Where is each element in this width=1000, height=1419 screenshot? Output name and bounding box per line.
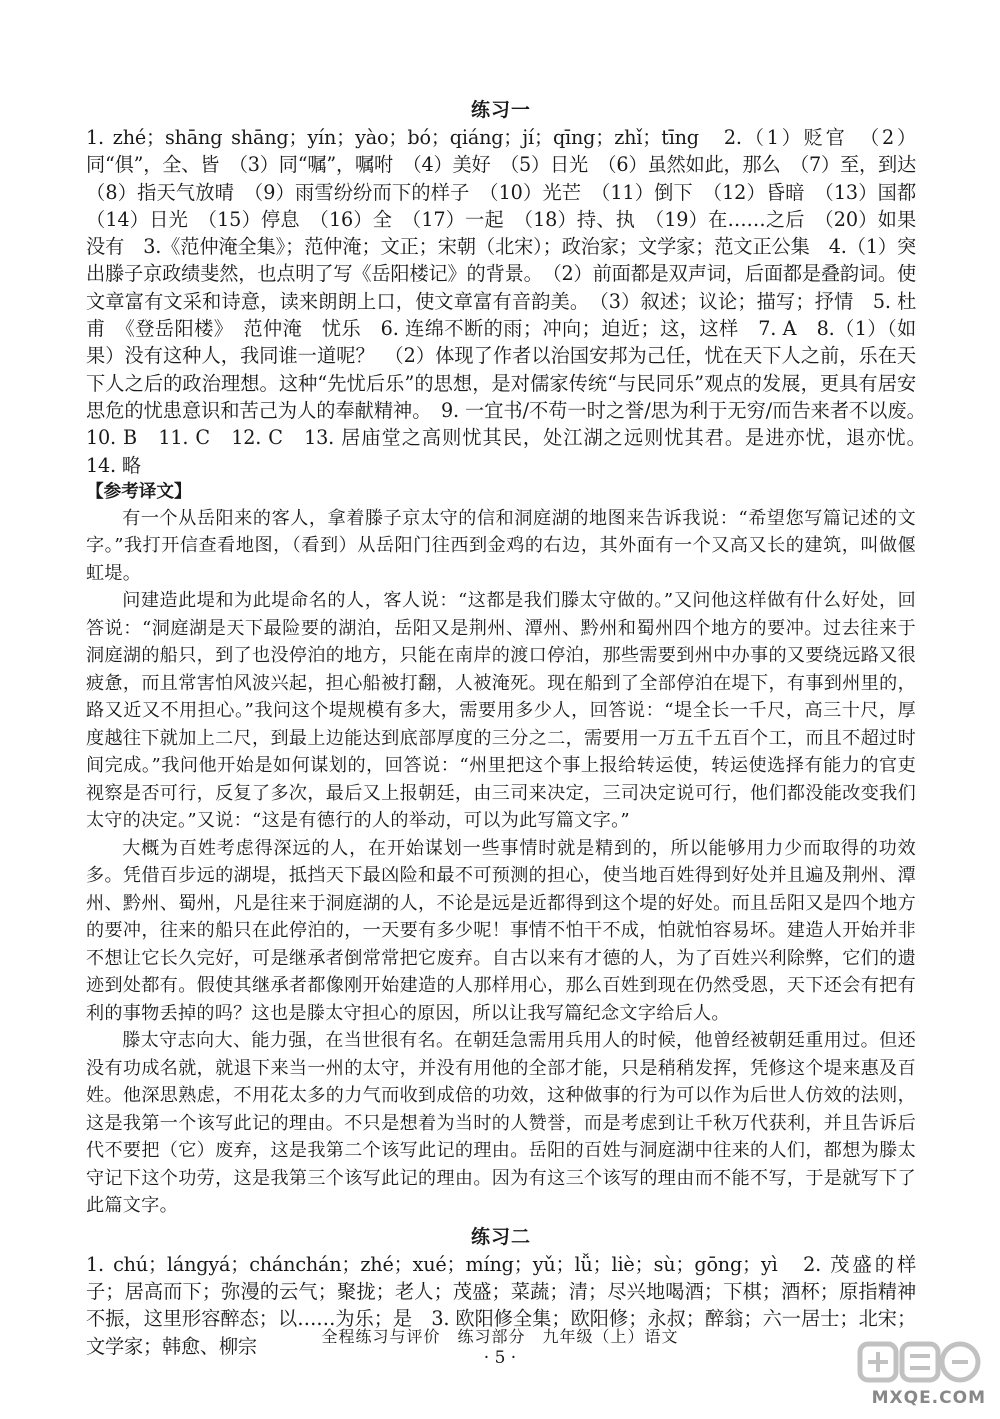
section1-answers: 1. zhé；shāng shāng；yín；yào；bó；qiáng；jí；qīng；zhǐ；tīng 2.（1）贬官 （2）同“俱”，全、皆 （3）同“嘱”，嘱咐 （4）美好 （5）日光 （6）虽然如此，那么 （7）至，到达 （8）指天气放晴 （9）雨雪纷纷而下的样子 （10）光芒 （11）倒下 （12）昏暗 （13）国都 （14）日光 （15）停息 （16）全 （17）一起 （18）持、执 （19）在……之后 （20）如果没有 3.《范仲淹全集》；范仲淹；文正；宋朝（北宋）；政治家；文学家；范文正公集 4.（1）突出滕子京政绩斐然，也点明了写《岳阳楼记》的背景。 （2）前面都是双声词，后面都是叠韵词。使文章富有文采和诗意，读来朗朗上口，使文章富有音韵美。 （3）叙述；议论；描写；抒情 5. 杜甫 《登岳阳楼》 范仲淹 忧乐 6. 连绵不断的雨；冲向；迫近；这，这样 7. A 8.（1）（如果）没有这种人，我同谁一道呢？ （2）体现了作者以治国安邦为己任，忧在天下人之前，乐在天下人之后的政治理想。这种“先忧后乐”的思想，是对儒家传统“与民同乐”观点的发展，更具有居安思危的忧患意识和苦己为人的奉献精神。 9. 一宜书/不苟一时之誉/思为利于无穷/而告来者不以废。 10. B 11. C 12. C 13. 居庙堂之高则忧其民，处江湖之远则忧其君。是进亦忧，退亦忧。 14. 略 [86, 126, 935, 477]
reference-label: 【参考译文】 [86, 481, 192, 502]
section2-answers: 1. chú；lángyá；chánchán；zhé；xué；míng；yǔ；lǚ；liè；sù；gōng；yì 2. 茂盛的样子；居高而下；弥漫的云气；聚拢；老人；茂盛；菜蔬；清；尽兴地喝酒；下棋；酒杯；原指精神不振，这里形容醉态；以……为乐；是 3. 欧阳修全集；欧阳修；永叔；醉翁；六一居士；北宋；文学家；韩愈、柳宗 [86, 1252, 916, 1358]
section2-title: 练习二 [470, 1225, 531, 1248]
section1-title: 练习一 [470, 99, 531, 121]
page-number: · 5 · [483, 1348, 517, 1368]
watermark-text: MXQE.COM [871, 1388, 986, 1408]
page-footer: 全程练习与评价 练习部分 九年级（上）语文 [321, 1327, 679, 1346]
translation-paragraph: 问建造此堤和为此堤命名的人，客人说：“这都是我们滕太守做的。”又问他这样做有什么好处，回答说：“洞庭湖是天下最险要的湖泊，岳阳又是荆州、潭州、黔州和蜀州四个地方的要冲。过去往来于洞庭湖的船只，到了也没停泊的地方，只能在南岸的渡口停泊，那些需要到州中办事的又要绕远路又很疲惫，而且常害怕风波兴起，担心船被打翻，人被淹死。现在船到了全部停泊在堤下，有事到州里的，路又近又不用担心。”我问这个堤规模有多大，需要用多少人，回答说：“堤全长一千尺，高三十尺，厚度越往下就加上二尺，到最上边能达到底部厚度的三分之二，需要用一万五千五百个工，而且不超过时间完成。”我问他开始是如何谋划的，回答说：“州里把这个事上报给转运使，转运使选择有能力的官吏视察是否可行，反复了多次，最后又上报朝廷，由三司来决定，三司决定说可行，他们都没能改变我们太守的决定。”又说：“这是有德行的人的举动，可以为此写篇文字。” [86, 590, 916, 832]
translation-paragraph: 有一个从岳阳来的客人，拿着滕子京太守的信和洞庭湖的地图来告诉我说：“希望您写篇记述的文字。”我打开信查看地图，（看到）从岳阳门往西到金鸡的右边，其外面有一个又高又长的建筑，叫做偃虹堤。 [86, 507, 916, 584]
translation-paragraph: 大概为百姓考虑得深远的人，在开始谋划一些事情时就是精到的，所以能够用力少而取得的功效多。凭借百步远的湖堤，抵挡天下最凶险和最不可预测的担心，使当地百姓得到好处并且遍及荆州、潭州、黔州、蜀州，凡是往来于洞庭湖的人，不论是远是近都得到这个堤的好处。而且岳阳又是四个地方的要冲，往来的船只在此停泊的，一天要有多少呢！事情不怕干不成，怕就怕容易坏。建造人开始并非不想让它长久完好，可是继承者倒常常把它废弃。自古以来有才德的人，为了百姓兴利除弊，它们的遗迹到处都有。假使其继承者都像刚开始建造的人那样用心，那么百姓到现在仍然受恩，天下还会有把有利的事物丢掉的吗？这也是滕太守担心的原因，所以让我写篇纪念文字给后人。 [86, 837, 916, 1024]
reference-translation [86, 505, 916, 1220]
translation-paragraph: 滕太守志向大、能力强，在当世很有名。在朝廷急需用兵用人的时候，他曾经被朝廷重用过。但还没有功成名就，就退下来当一州的太守，并没有用他的全部才能，只是稍稍发挥，凭修这个堤来惠及百姓。他深思熟虑，不用花太多的力气而收到成倍的功效，这种做事的行为可以作为后世人仿效的法则，这是我第一个该写此记的理由。不只是想着为当时的人赞誉，而是考虑到让千秋万代获利，并且告诉后代不要把（它）废弃，这是我第二个该写此记的理由。岳阳的百姓与洞庭湖中往来的人们，都想为滕太守记下这个功劳，这是我第三个该写此记的理由。因为有这三个该写的理由而不能不写，于是就写下了此篇文字。 [86, 1030, 916, 1217]
page-content [86, 96, 935, 1360]
